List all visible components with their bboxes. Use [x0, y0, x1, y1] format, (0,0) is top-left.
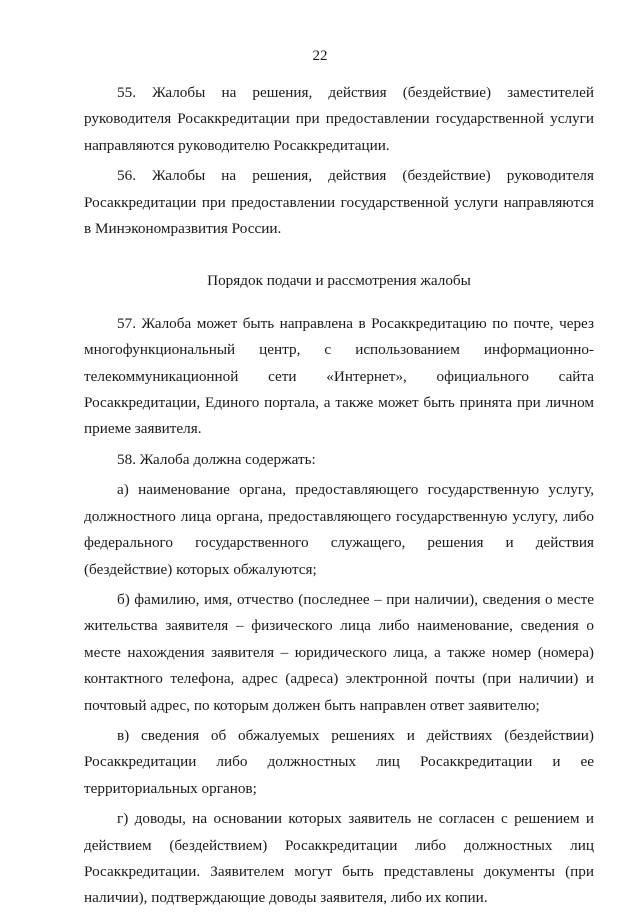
paragraph-58-v: в) сведения об обжалуемых решениях и действиях (бездействии) Росаккредитации либо должностных лиц Росаккредитации и ее территориальных органов; [84, 726, 594, 797]
paragraph-58: 58. Жалоба должна содержать: [117, 450, 316, 468]
page-number: 22 [312, 48, 328, 64]
paragraph-58-a: а) наименование органа, предоставляющего государственную услугу, должностного лица органа, предоставляющего государственную услугу, либо федерального государственного служащего, решения и действия (бездействие) которых обжалуются; [84, 481, 594, 578]
paragraph-55: 55. Жалобы на решения, действия (бездействие) заместителей руководителя Росаккредитации при предоставлении государственной услуги направляются руководителю Росаккредитации. [84, 84, 594, 154]
paragraph-58-b: б) фамилию, имя, отчество (последнее – при наличии), сведения о месте жительства заявителя – физического лица либо наименование, сведения о месте нахождения заявителя – юридического лица, а также номер (номера) контактного телефона, адрес (адреса) электронной почты (при наличии) и почтовый адрес, по которым должен быть направлен ответ заявителю; [84, 590, 594, 714]
section-heading: Порядок подачи и рассмотрения жалобы [207, 272, 471, 290]
document-body [84, 80, 594, 912]
paragraph-56: 56. Жалобы на решения, действия (бездействие) руководителя Росаккредитации при предоставлении государственной услуги направляются в Минэкономразвития России. [84, 167, 594, 238]
paragraph-57: 57. Жалоба может быть направлена в Росаккредитацию по почте, через многофункциональный центр, с использованием информационно-телекоммуникационной сети «Интернет», официального сайта Росаккредитации, Единого портала, а также может быть принята при личном приеме заявителя. [84, 314, 594, 438]
paragraph-58-g: г) доводы, на основании которых заявитель не согласен с решением и действием (бездействием) Росаккредитации либо должностных лиц Росаккредитации. Заявителем могут быть представлены документы (при наличии), подтверждающие доводы заявителя, либо их копии. [84, 810, 594, 907]
